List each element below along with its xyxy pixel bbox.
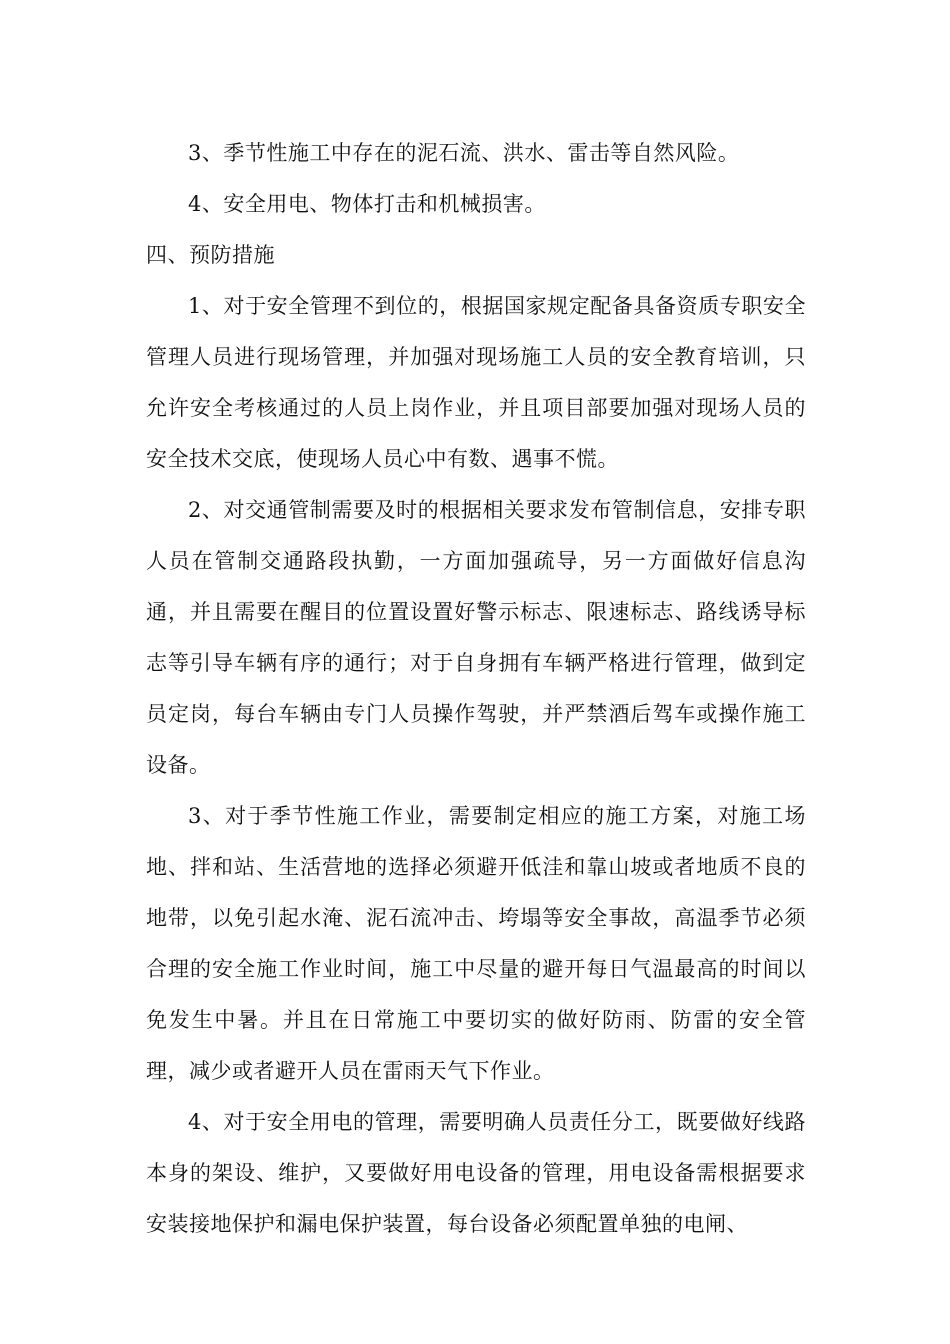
- document-body: [146, 128, 806, 1250]
- paragraph-measure-4: 4、对于安全用电的管理，需要明确人员责任分工，既要做好线路本身的架设、维护，又要做好用电设备的管理，用电设备需根据要求安装接地保护和漏电保护装置，每台设备必须配置单独的电闸、: [146, 1110, 806, 1236]
- paragraph-risk-3: 3、季节性施工中存在的泥石流、洪水、雷击等自然风险。: [188, 141, 740, 165]
- paragraph-risk-4: 4、安全用电、物体打击和机械损害。: [188, 192, 546, 216]
- paragraph-measure-1: 1、对于安全管理不到位的，根据国家规定配备具备资质专职安全管理人员进行现场管理，并加强对现场施工人员的安全教育培训，只允许安全考核通过的人员上岗作业，并且项目部要加强对现场人员的安全技术交底，使现场人员心中有数、遇事不慌。: [146, 294, 806, 471]
- section-heading-prevention: 四、预防措施: [146, 243, 275, 267]
- paragraph-measure-2: 2、对交通管制需要及时的根据相关要求发布管制信息，安排专职人员在管制交通路段执勤，一方面加强疏导，另一方面做好信息沟通，并且需要在醒目的位置设置好警示标志、限速标志、路线诱导标志等引导车辆有序的通行；对于自身拥有车辆严格进行管理，做到定员定岗，每台车辆由专门人员操作驾驶，并严禁酒后驾车或操作施工设备。: [146, 498, 806, 777]
- paragraph-measure-3: 3、对于季节性施工作业，需要制定相应的施工方案，对施工场地、拌和站、生活营地的选择必须避开低洼和靠山坡或者地质不良的地带，以免引起水淹、泥石流冲击、垮塌等安全事故，高温季节必须合理的安全施工作业时间，施工中尽量的避开每日气温最高的时间以免发生中暑。并且在日常施工中要切实的做好防雨、防雷的安全管理，减少或者避开人员在雷雨天气下作业。: [146, 804, 806, 1083]
